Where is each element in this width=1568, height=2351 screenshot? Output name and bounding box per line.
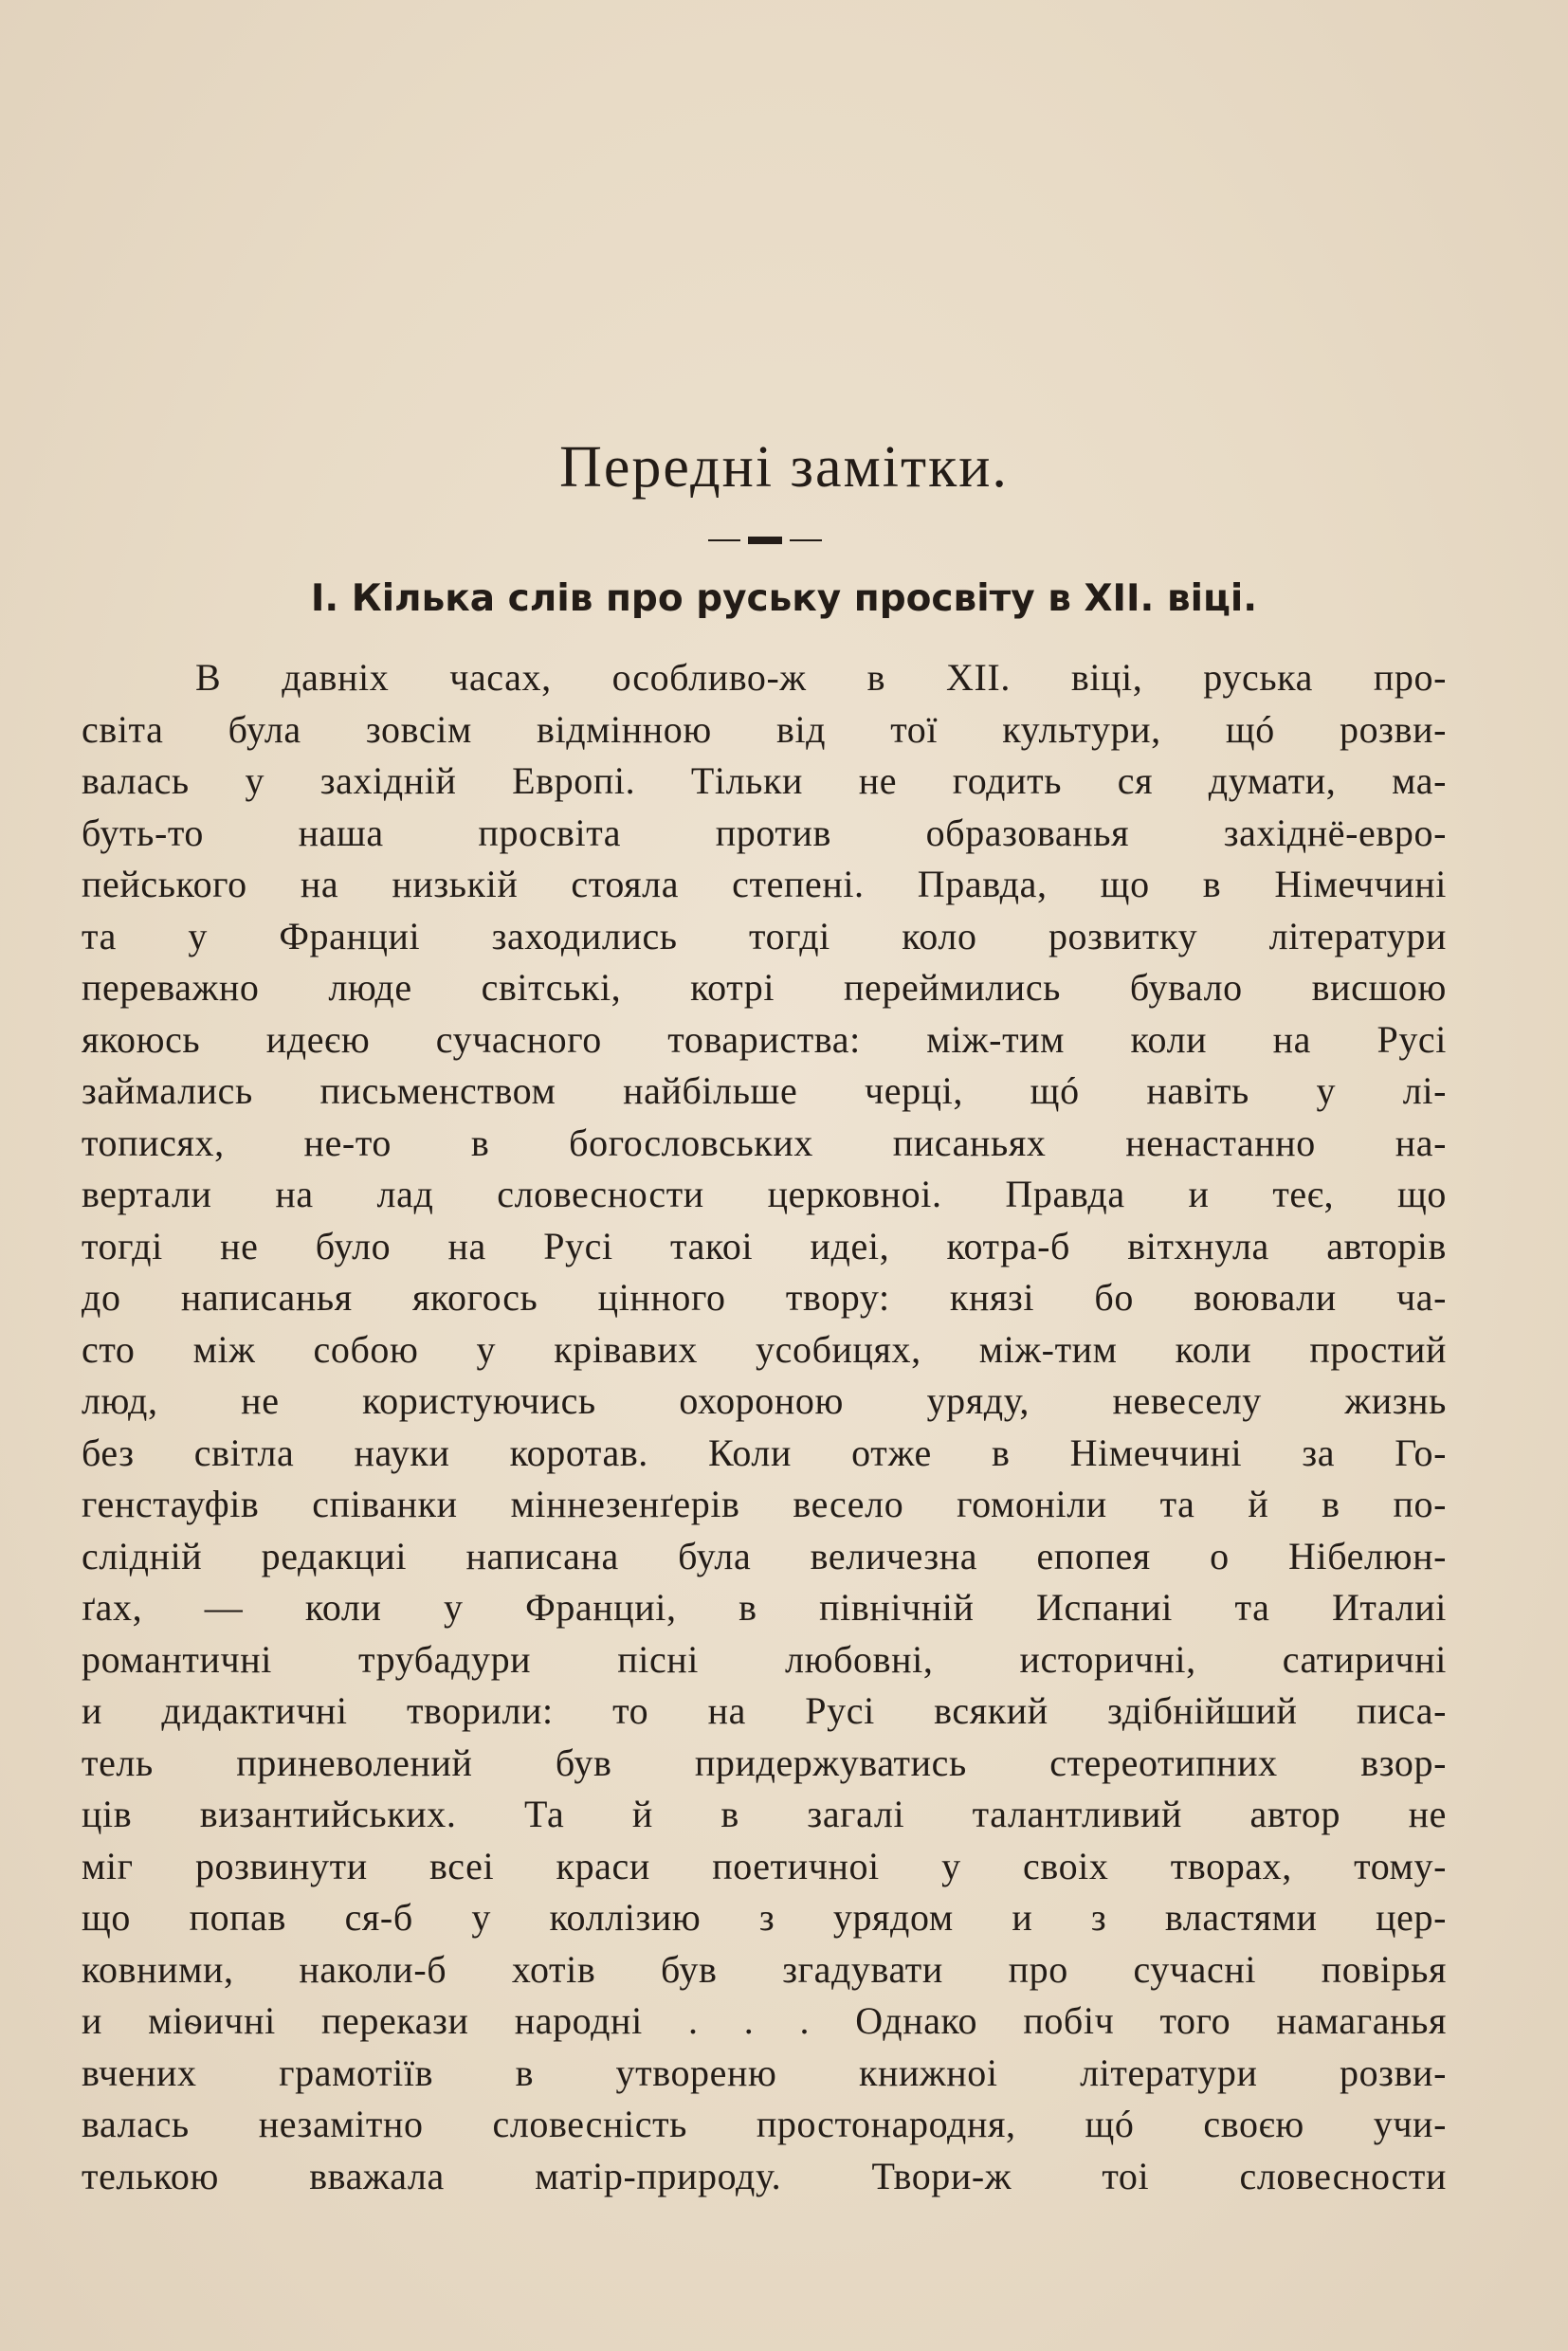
text-line: [82, 1324, 1447, 1376]
text-line: [82, 1428, 1447, 1480]
text-line: [82, 1841, 1447, 1893]
text-line: [82, 1944, 1447, 1996]
text-line-content: вчених грамотіїв в утвореню книжноі літератури розви-: [82, 2050, 1447, 2094]
text-line-content: ковними, наколи-б хотів був згадувати про сучасні повірья: [82, 1947, 1447, 1991]
text-line-content: и міѳичні перекази народні . . . Однако побіч того намаганья: [82, 1999, 1447, 2042]
text-line: [82, 1686, 1447, 1738]
text-line-content: світа була зовсім відмінною від тої культури, щó розви-: [82, 707, 1447, 751]
ornament-right-rule: [790, 539, 822, 541]
text-line: [82, 1014, 1447, 1066]
text-line: [82, 2048, 1447, 2100]
text-line: [82, 1118, 1447, 1170]
ornament-center-bar: [748, 537, 782, 544]
text-line-content: та у Франциі заходились тогді коло розвитку літератури: [82, 914, 1447, 957]
body-text: [82, 652, 1447, 2202]
text-line: [82, 1531, 1447, 1583]
text-line: [82, 2099, 1447, 2151]
text-line: [82, 962, 1447, 1014]
text-line-content: тописях, не-то в богословських писаньях ненастанно на-: [82, 1121, 1447, 1164]
text-line: [82, 1066, 1447, 1118]
text-line-content: без світла науки коротав. Коли отже в Німеччині за Го-: [82, 1431, 1447, 1474]
text-line-content: генстауфів співанки міннезенґерів весело гомоніли та й в по-: [82, 1483, 1447, 1525]
text-line-content: тогді не було на Русі такоі идеі, котра-б вітхнула авторів: [82, 1224, 1447, 1267]
text-line-content: слідній редакциі написана була величезна епопея о Нібелюн-: [82, 1534, 1447, 1577]
text-line-content: якоюсь идеєю сучасного товариства: між-тим коли на Русі: [82, 1017, 1447, 1061]
text-line-content: В давніх часах, особливо-ж в XII. віці, руська про-: [195, 656, 1447, 699]
page-title: Передні замітки.: [559, 435, 1009, 500]
text-line-content: и дидактичні творили: то на Русі всякий здібнійший писа-: [82, 1689, 1447, 1732]
text-line: [82, 1272, 1447, 1324]
text-line: [82, 652, 1447, 704]
text-line: [82, 1634, 1447, 1686]
text-line-content: вертали на лад словесности церковноі. Правда и теє, що: [82, 1173, 1447, 1215]
text-line: [82, 1892, 1447, 1944]
text-line-content: пейського на низькій стояла степені. Правда, що в Німеччині: [82, 863, 1447, 905]
text-line-content: ґах, — коли у Франциі, в північній Испаниі та Италиі: [82, 1586, 1447, 1629]
text-line: [82, 1169, 1447, 1221]
text-line-content: що попав ся-б у коллізию з урядом и з властями цер-: [82, 1896, 1447, 1939]
text-line-content: телькою вважала матір-природу. Твори-ж тоі словесности: [82, 2154, 1447, 2197]
text-line-content: романтичні трубадури пісні любовні, историчні, сатиричні: [82, 1637, 1447, 1681]
text-line-content: буть-то наша просвіта против образованья західнё-евро-: [82, 811, 1447, 854]
text-line-content: люд, не користуючись охороною уряду, невеселу жизнь: [82, 1379, 1447, 1422]
text-line: [82, 808, 1447, 860]
text-line-content: міг розвинути всеі краси поетичноі у своіх творах, тому-: [82, 1844, 1447, 1887]
text-line-content: валась незамітно словесність простонародня, щó своєю учи-: [82, 2103, 1447, 2145]
text-line: [82, 1479, 1447, 1531]
text-line: [82, 1789, 1447, 1841]
text-line-content: сто між собою у крівавих усобицях, між-тим коли простий: [82, 1327, 1447, 1371]
text-line: [82, 704, 1447, 756]
text-line: [82, 1996, 1447, 2048]
ornament-left-rule: [708, 539, 740, 541]
text-line: [82, 1376, 1447, 1428]
text-line: [82, 2151, 1447, 2203]
text-line: [82, 1582, 1447, 1634]
text-line-content: переважно люде світські, котрі переймились бувало висшою: [82, 966, 1447, 1009]
text-line-content: тель приневолений був придержуватись стереотипних взор-: [82, 1740, 1447, 1784]
text-line-content: ців византийських. Та й в загалі талантливий автор не: [82, 1793, 1447, 1835]
text-line-content: займались письменством найбільше черці, щó навіть у лі-: [82, 1069, 1447, 1112]
text-line: [82, 911, 1447, 963]
text-line: [82, 859, 1447, 911]
section-heading: I. Кілька слів про руську просвіту в XII. віці.: [310, 577, 1258, 620]
text-line: [82, 1738, 1447, 1790]
text-line: [82, 1221, 1447, 1273]
text-line-content: валась у західній Европі. Тільки не годить ся думати, ма-: [82, 759, 1447, 802]
text-line-content: до написанья якогось цінного твору: князі бо воювали ча-: [82, 1276, 1447, 1319]
text-line: [82, 756, 1447, 808]
title-ornament: [708, 537, 822, 544]
